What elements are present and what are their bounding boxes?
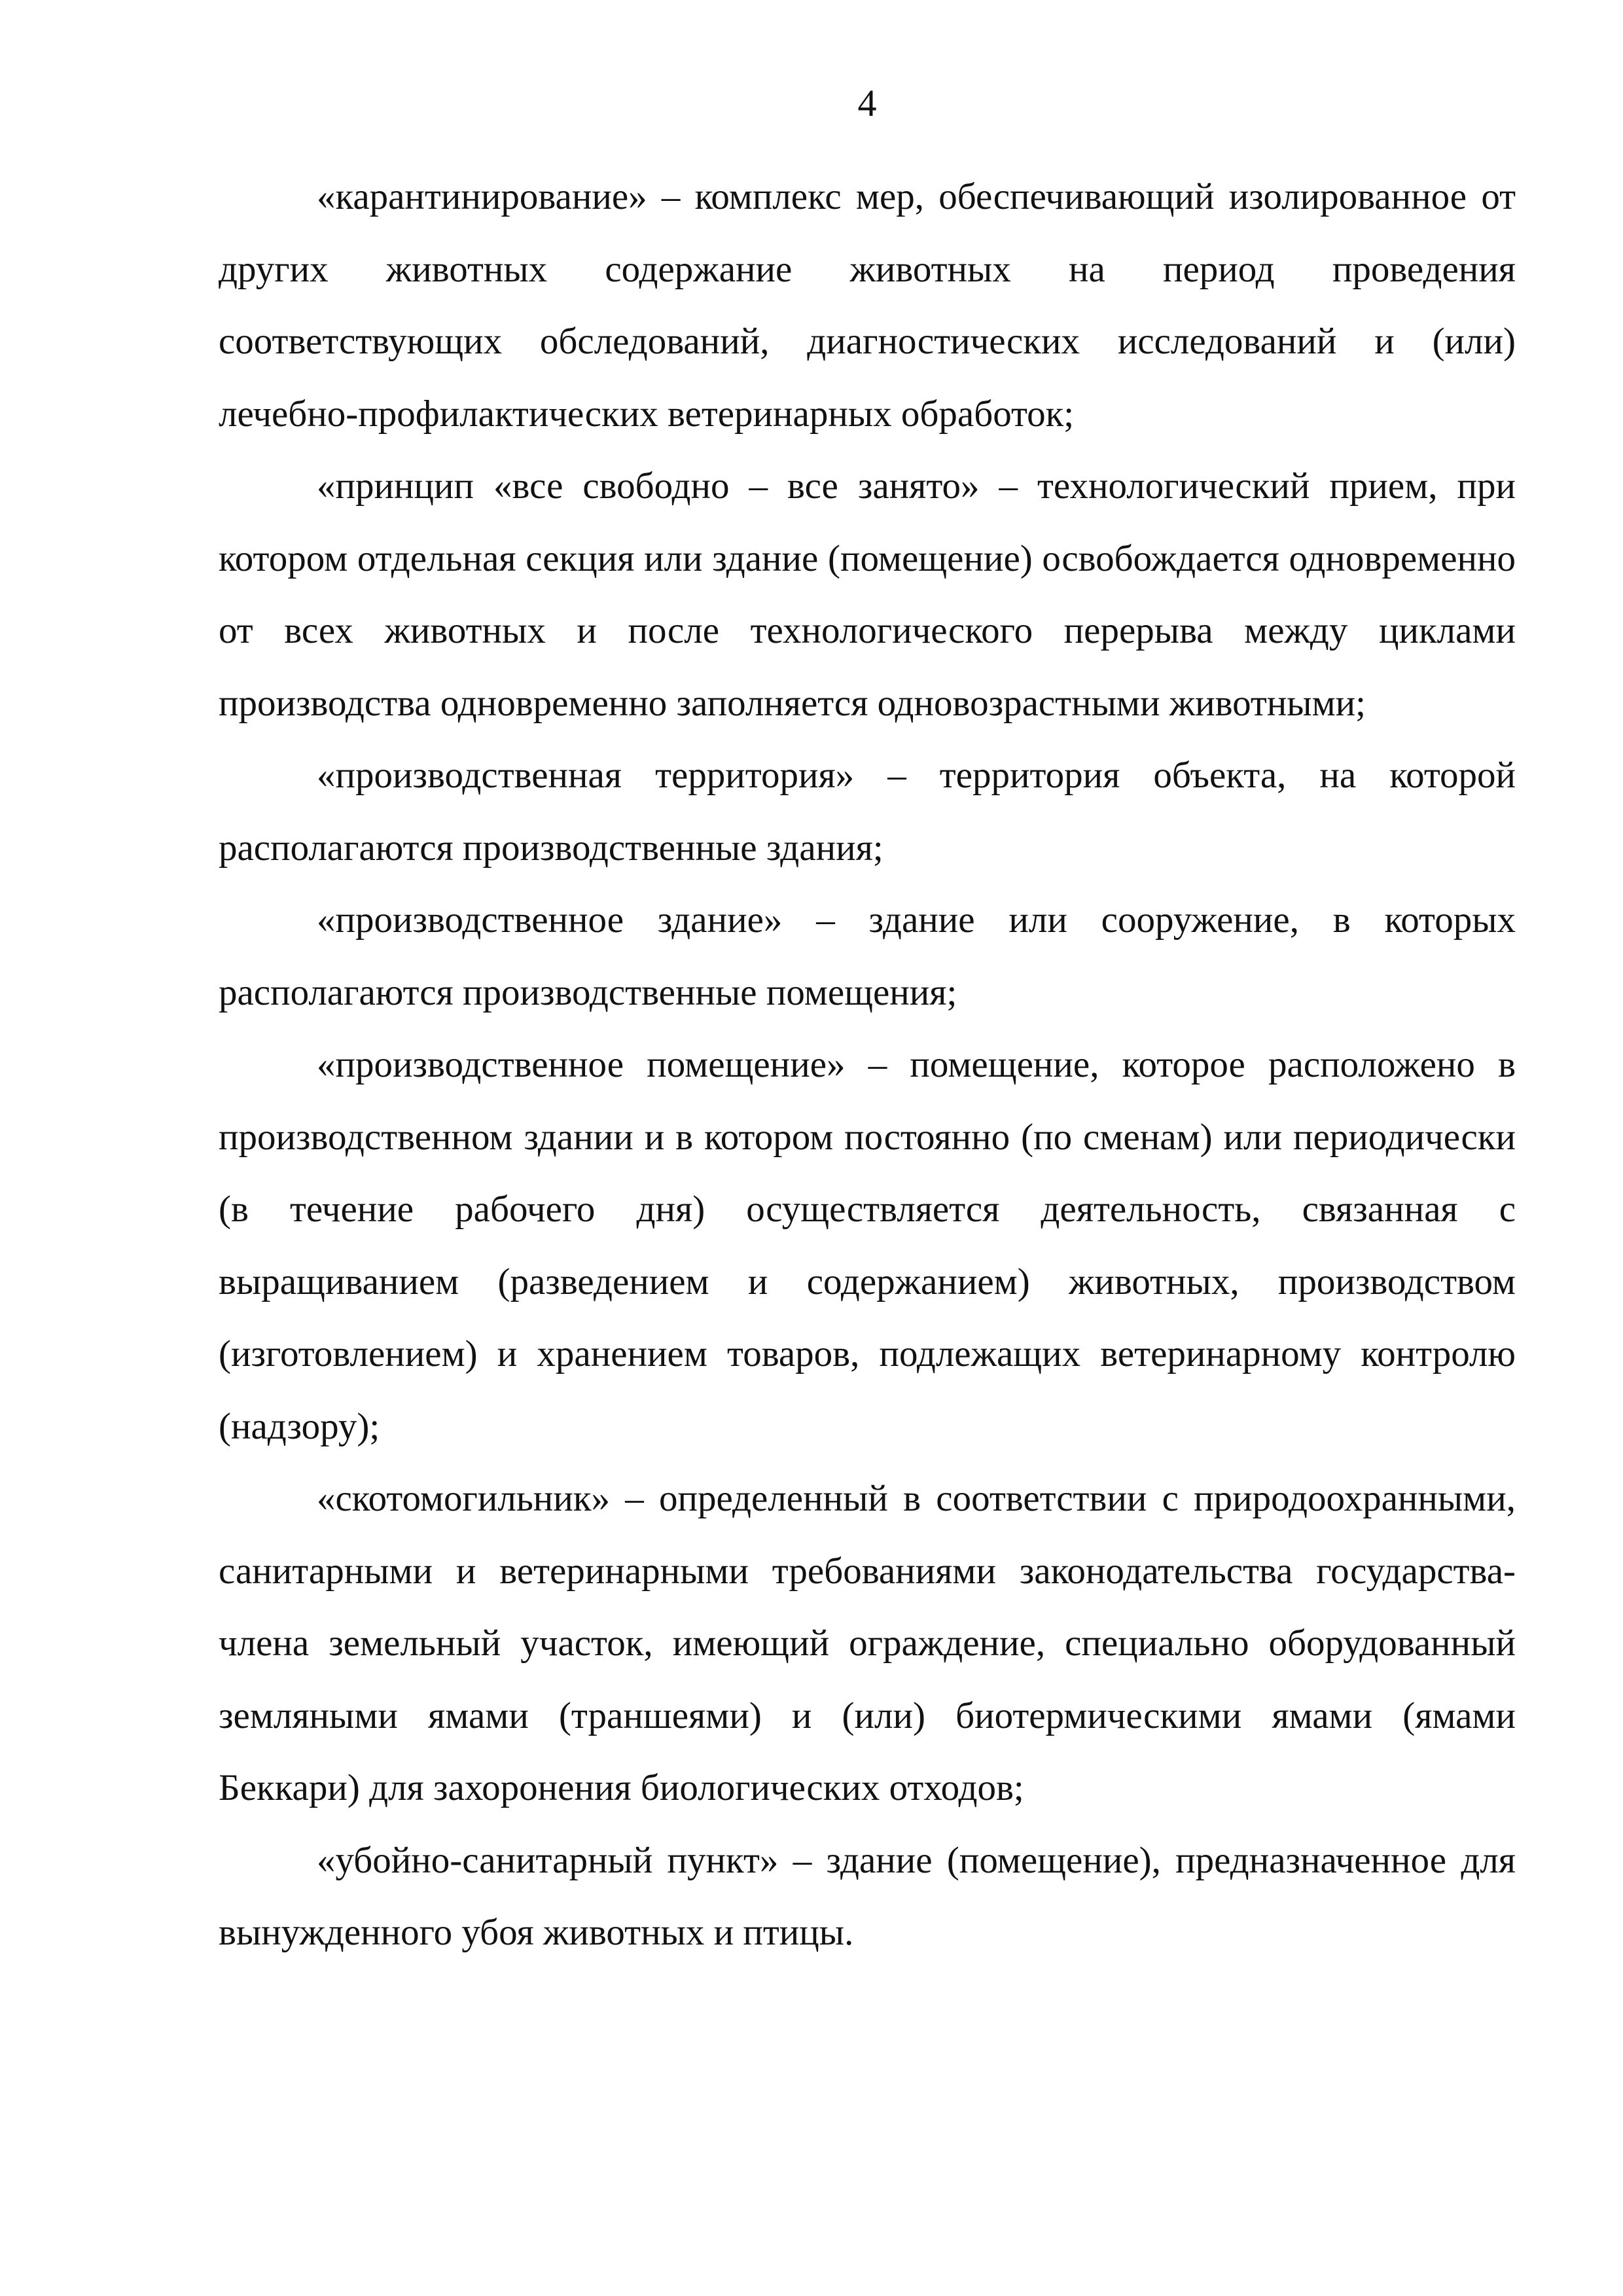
definition-proizvodstvennoe-pomeshchenie: «производственное помещение» – помещение, которое расположено в производственном здании и в котором постоянно (по сменам) или периодически (в течение рабочего дня) осуществляется деятельность, связанная с выращиванием (разведением и содержанием) животных, производством (изготовлением) и хранением товаров, подлежащих ветеринарному контролю (надзору); (219, 1044, 1516, 1447)
definition-vse-svobodno-vse-zanyato: «принцип «все свободно – все занято» – технологический прием, при котором отдельная секция или здание (помещение) освобождается одновременно от всех животных и после технологического перерыва между циклами производства одновременно заполняется одновозрастными животными; (219, 465, 1516, 724)
page-number: 4 (857, 82, 877, 124)
definition-karantinirovanie: «карантинирование» – комплекс мер, обеспечивающий изолированное от других животных содержание животных на период проведения соответствующих обследований, диагностических исследований и (или) лечебно-профилактических ветеринарных обработок; (219, 176, 1516, 435)
definition-proizvodstvennoe-zdanie: «производственное здание» – здание или сооружение, в которых располагаются производственные помещения; (219, 899, 1516, 1013)
definition-proizvodstvennaya-territoriya: «производственная территория» – территория объекта, на которой располагаются производственные здания; (219, 755, 1516, 869)
definition-uboyno-sanitarny-punkt: «убойно-санитарный пункт» – здание (помещение), предназначенное для вынужденного убоя животных и птицы. (219, 1839, 1516, 1953)
document-body (219, 161, 1516, 1969)
definition-skotomogilnik: «скотомогильник» – определенный в соответствии с природоохранными, санитарными и ветеринарными требованиями законодательства государства-члена земельный участок, имеющий ограждение, специально оборудованный земляными ямами (траншеями) и (или) биотермическими ямами (ямами Беккари) для захоронения биологических отходов; (219, 1478, 1516, 1808)
